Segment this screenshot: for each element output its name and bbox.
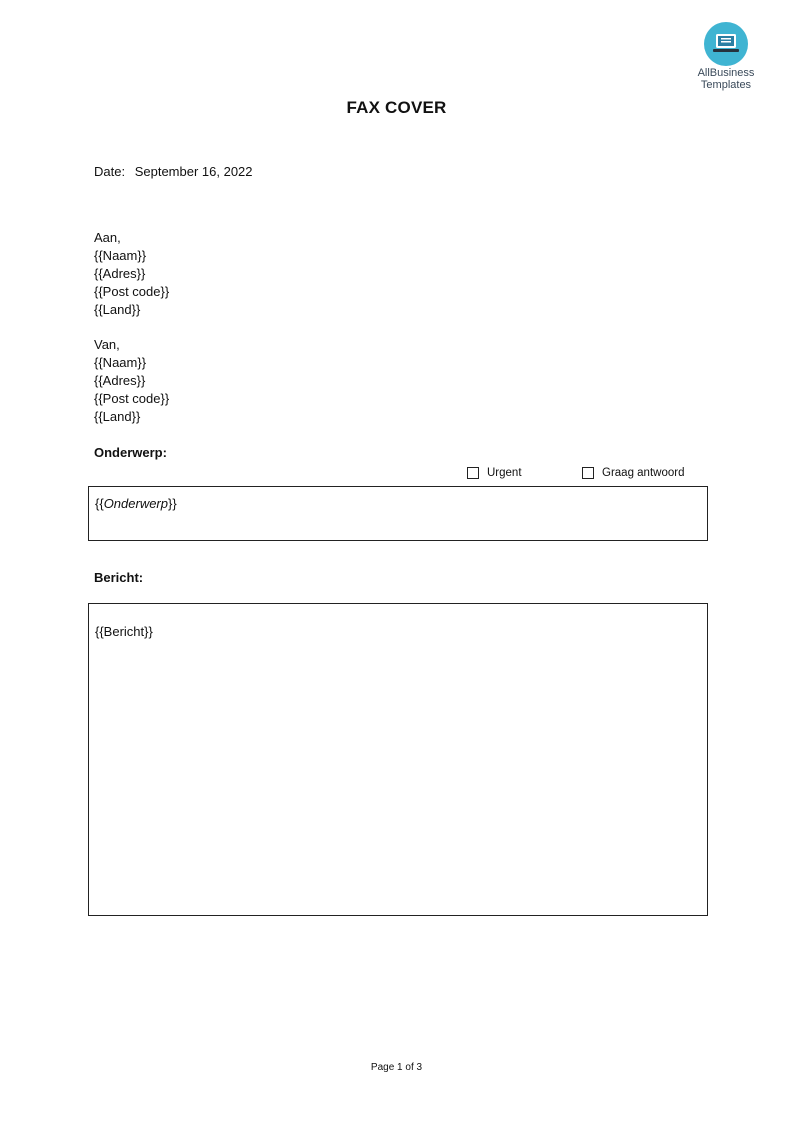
message-box[interactable]: [88, 603, 708, 916]
message-label: Bericht:: [94, 570, 144, 585]
recipient-postcode: {{Post code}}: [94, 284, 170, 299]
message-placeholder: {{Bericht}}: [95, 624, 153, 639]
document-title: FAX COVER: [346, 98, 447, 117]
logo-line-2: Templates: [700, 79, 752, 91]
urgent-option[interactable]: [467, 467, 522, 479]
urgent-label: Urgent: [487, 467, 522, 479]
urgent-checkbox[interactable]: [467, 467, 479, 479]
sender-country: {{Land}}: [94, 409, 141, 424]
sender-heading: Van,: [94, 337, 120, 352]
reply-requested-checkbox[interactable]: [582, 467, 594, 479]
recipient-name: {{Naam}}: [94, 248, 147, 263]
laptop-icon: [704, 22, 748, 66]
page-number: Page 1 of 3: [370, 1062, 423, 1073]
sender-postcode: {{Post code}}: [94, 391, 170, 406]
subject-label: Onderwerp:: [94, 445, 167, 460]
reply-requested-option[interactable]: [582, 467, 684, 479]
subject-box[interactable]: [88, 486, 708, 541]
subject-placeholder: Onderwerp: [103, 496, 168, 511]
logo-line-1: AllBusiness: [697, 67, 755, 79]
sender-name: {{Naam}}: [94, 355, 147, 370]
date-value: September 16, 2022: [134, 164, 253, 179]
company-logo: [693, 22, 759, 91]
recipient-country: {{Land}}: [94, 302, 141, 317]
sender-block: [94, 336, 169, 426]
subject-open-braces: {{: [95, 496, 104, 511]
subject-field: [95, 496, 177, 511]
date-line: [94, 164, 253, 179]
reply-requested-label: Graag antwoord: [602, 467, 685, 479]
subject-close-braces: }}: [168, 496, 177, 511]
sender-address: {{Adres}}: [94, 373, 146, 388]
recipient-address: {{Adres}}: [94, 266, 146, 281]
recipient-heading: Aan,: [94, 230, 121, 245]
date-label: Date:: [94, 164, 126, 179]
recipient-block: [94, 229, 169, 319]
